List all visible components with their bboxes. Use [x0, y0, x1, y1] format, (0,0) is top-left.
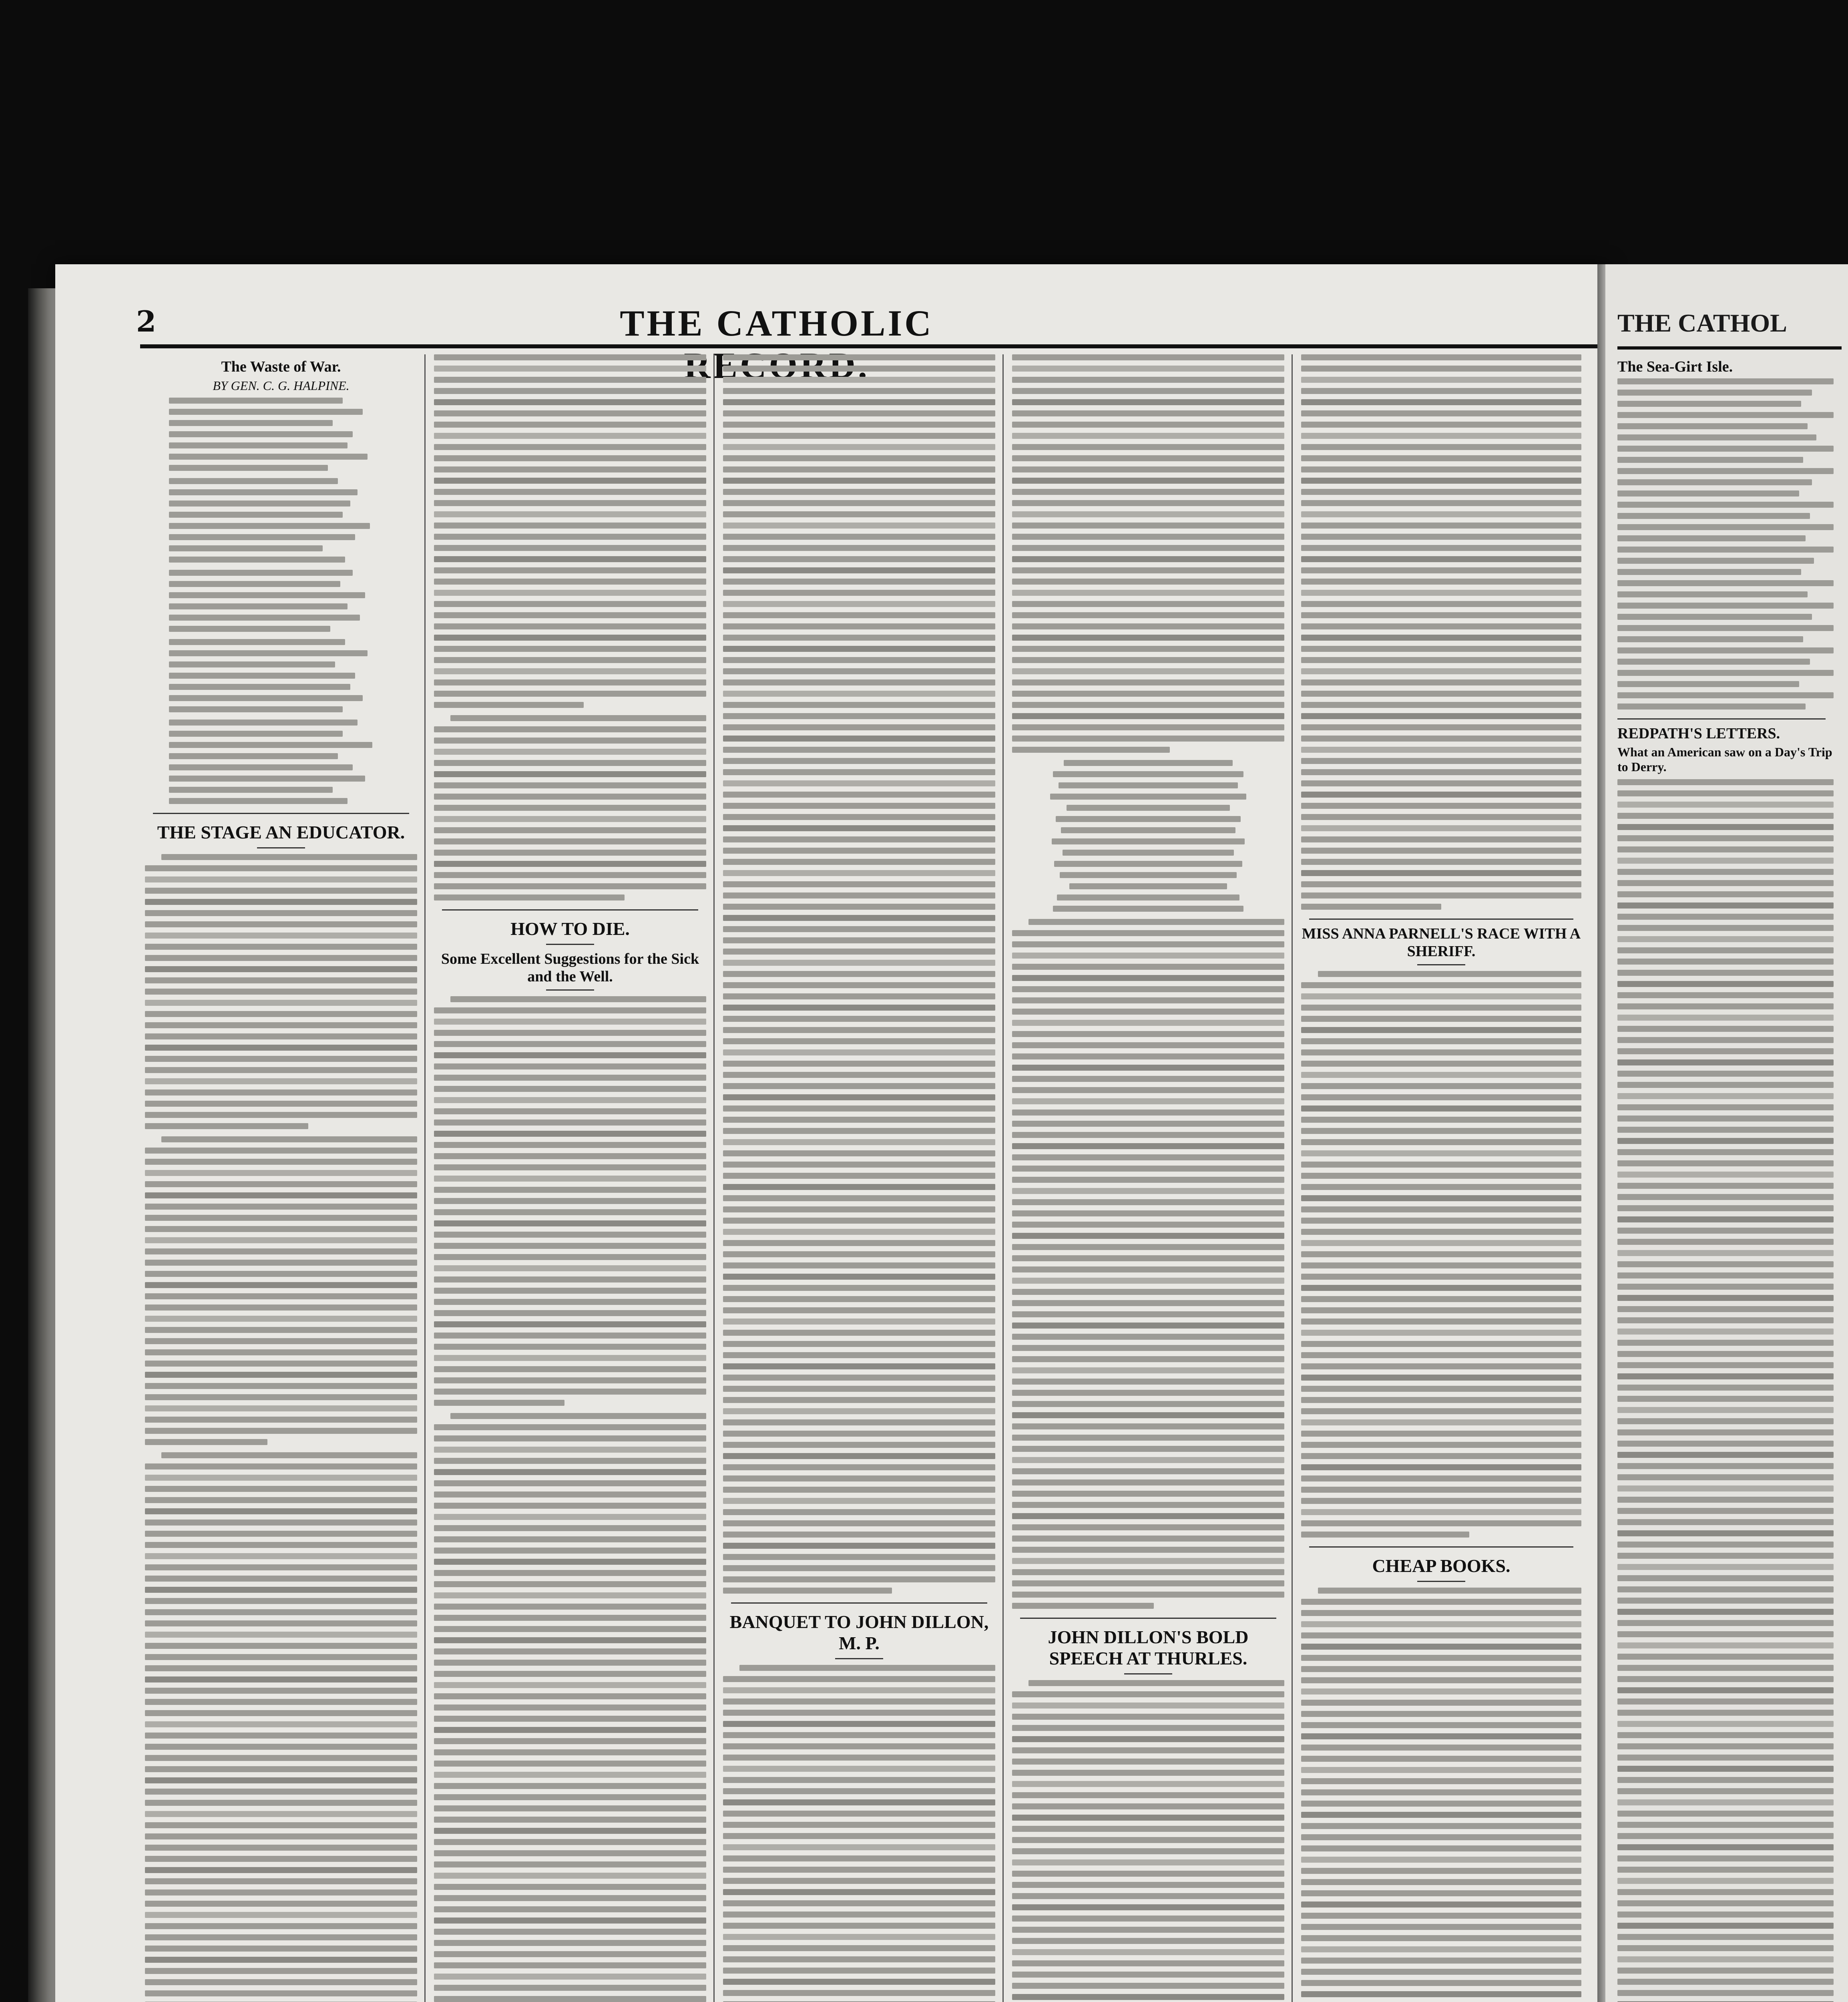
article-body [145, 1452, 417, 2002]
adjacent-letters-subtitle: What an American saw on a Day's Trip to Derry. [1617, 745, 1832, 774]
section-divider [1617, 718, 1826, 720]
article-title: JOHN DILLON'S BOLD SPEECH AT THURLES. [1048, 1627, 1249, 1668]
article-body [1301, 971, 1581, 1538]
page-number: 2 [136, 304, 157, 338]
section-divider [153, 813, 409, 814]
adjacent-masthead-rule [1617, 346, 1842, 350]
article-body [434, 715, 706, 900]
title-rule [1417, 1581, 1465, 1582]
section-divider [1309, 1546, 1573, 1548]
article-subtitle: Some Excellent Suggestions for the Sick and the Well. [441, 950, 699, 985]
adjacent-article-body [1617, 779, 1834, 2002]
column-2 [434, 354, 706, 2002]
title-rule [1417, 964, 1465, 965]
adjacent-page [1605, 264, 1848, 2002]
column-divider [424, 354, 426, 2002]
paper-title: THE CATHOLIC [620, 303, 934, 344]
article-title: BANQUET TO JOHN DILLON, M. P. [729, 1612, 989, 1653]
poem-stanza [145, 639, 417, 712]
poem-title: The Waste of War. [221, 358, 341, 375]
title-rule [257, 847, 305, 848]
poem-byline: BY GEN. C. G. HALPINE. [213, 378, 350, 393]
book-list [1301, 1588, 1581, 2002]
column-1 [145, 354, 417, 2002]
section-divider [731, 1602, 987, 1604]
column-divider [713, 354, 715, 2002]
adjacent-column [1617, 354, 1834, 2002]
column-divider [1002, 354, 1004, 2002]
column-3 [723, 354, 995, 2002]
column-4 [1012, 354, 1284, 2002]
article-body [434, 996, 706, 1406]
article-body [434, 354, 706, 708]
article-title: MISS ANNA PARNELL'S RACE WITH A SHERIFF. [1302, 925, 1581, 960]
article-title: HOW TO DIE. [510, 919, 630, 939]
article-body [1012, 354, 1284, 753]
article-body [723, 1665, 995, 2002]
masthead [136, 303, 1593, 344]
title-rule [546, 944, 594, 945]
masthead-rule [140, 344, 1597, 348]
section-divider [1020, 1618, 1276, 1619]
article-title: THE STAGE AN EDUCATOR. [157, 822, 405, 843]
section-divider [1309, 919, 1573, 920]
article-body [434, 1413, 706, 2002]
article-body [145, 854, 417, 1129]
poem-stanza [145, 720, 417, 804]
column-divider [1292, 354, 1293, 2002]
article-body [1012, 919, 1284, 1609]
title-rule [835, 1658, 883, 1659]
column-5 [1301, 354, 1581, 2002]
section-divider [442, 909, 698, 911]
adjacent-letters-title: REDPATH'S LETTERS. [1617, 725, 1780, 742]
article-body [723, 354, 995, 1594]
title-rule [1124, 1673, 1172, 1674]
page-spine [28, 288, 56, 2002]
poem-stanza [145, 570, 417, 632]
adjacent-poem [1617, 378, 1834, 710]
adjacent-paper-title: THE CATHOL [1617, 309, 1787, 337]
article-body [1301, 354, 1581, 910]
article-body [1012, 1680, 1284, 2002]
article-body [145, 1136, 417, 1445]
title-rule [546, 989, 594, 991]
verse-block [1012, 760, 1284, 912]
poem-stanza [145, 398, 417, 471]
adjacent-poem-title: The Sea-Girt Isle. [1617, 358, 1733, 375]
cheap-books-title: CHEAP BOOKS. [1372, 1556, 1511, 1576]
poem-stanza [145, 478, 417, 563]
